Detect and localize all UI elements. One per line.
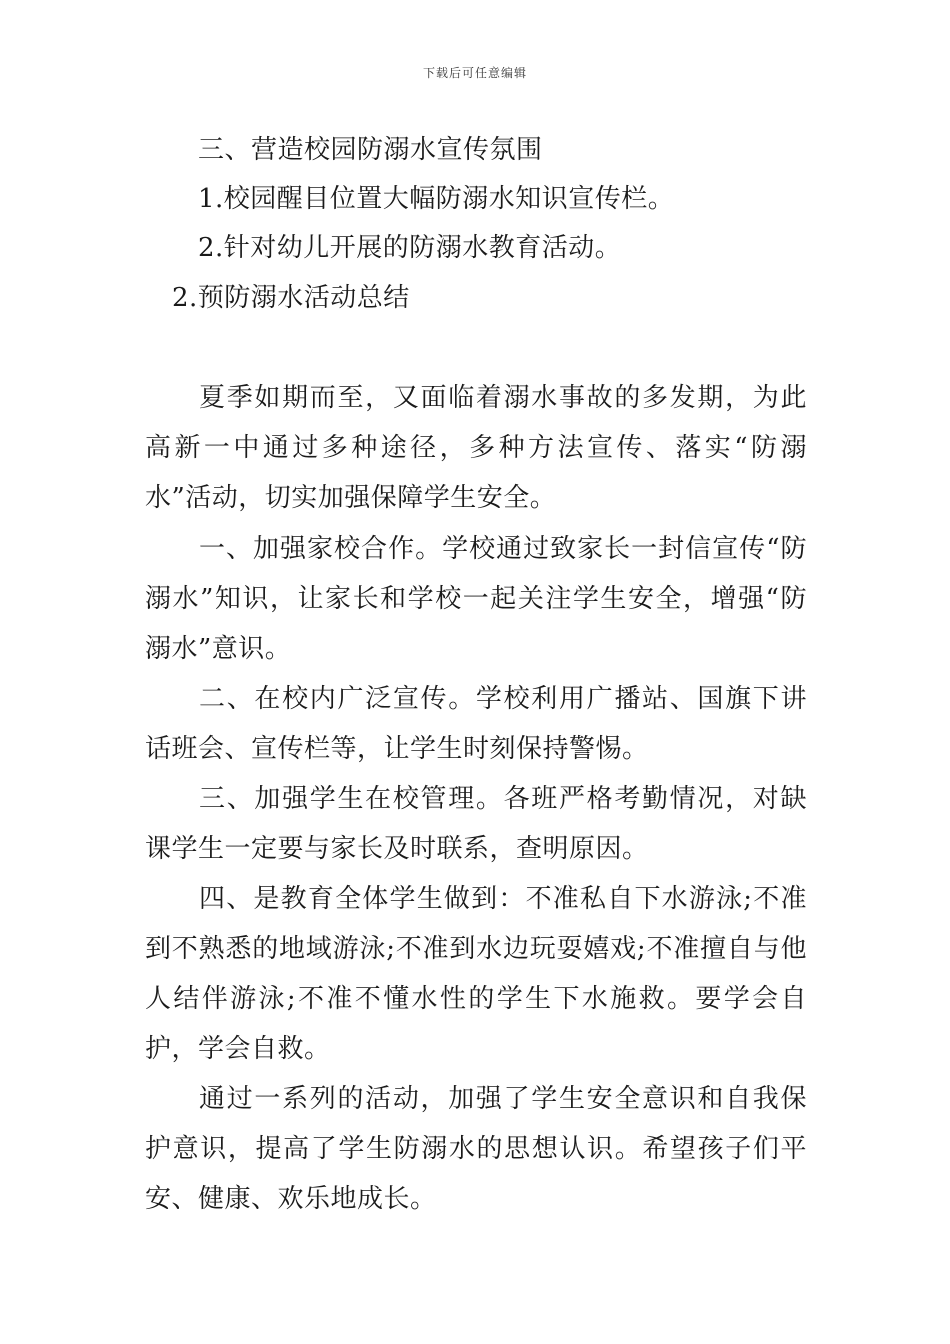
body-paragraph: 一、加强家校合作。学校通过致家长一封信宣传“防溺水”知识，让家长和学校一起关注学生安全，增强“防溺水”意识。	[145, 534, 807, 664]
body-paragraph: 四、是教育全体学生做到：不准私自下水游泳;不准到不熟悉的地域游泳;不准到水边玩耍嬉戏;不准擅自与他人结伴游泳;不准不懂水性的学生下水施救。要学会自护，学会自救。	[145, 884, 807, 1064]
page-header-note: 下载后可任意编辑	[422, 66, 527, 80]
body-paragraph: 通过一系列的活动，加强了学生安全意识和自我保护意识，提高了学生防溺水的思想认识。希望孩子们平安、健康、欢乐地成长。	[145, 1084, 807, 1214]
list-item: 1.校园醒目位置大幅防溺水知识宣传栏。	[198, 184, 675, 214]
body-paragraph: 二、在校内广泛宣传。学校利用广播站、国旗下讲话班会、宣传栏等，让学生时刻保持警惕。	[145, 684, 807, 764]
body-paragraph: 三、加强学生在校管理。各班严格考勤情况，对缺课学生一定要与家长及时联系，查明原因。	[145, 784, 807, 864]
article-title: 2.预防溺水活动总结	[172, 283, 410, 313]
section-heading: 三、营造校园防溺水宣传氛围	[198, 135, 543, 165]
list-item: 2.针对幼儿开展的防溺水教育活动。	[198, 233, 622, 263]
body-paragraph: 夏季如期而至，又面临着溺水事故的多发期，为此高新一中通过多种途径，多种方法宣传、落实“防溺水”活动，切实加强保障学生安全。	[145, 383, 807, 513]
